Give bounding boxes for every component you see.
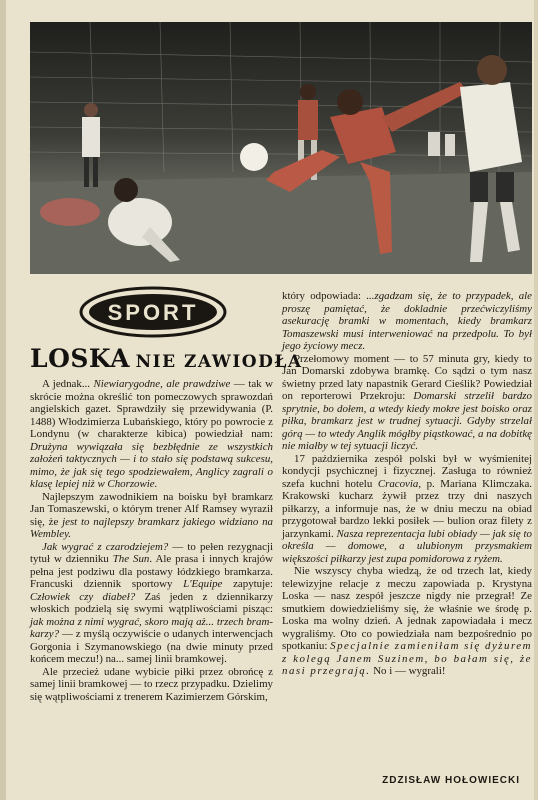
right-column <box>282 290 532 678</box>
match-photo-image <box>30 22 532 274</box>
paragraph: 17 października zespół polski był w wyśmienitej kondycji psychicznej i fizycznej. Zasługa to również szefa kuchni hotelu Cracovia, p. Mariana Klimczaka. Krakowski kucharz żywił przez trzy dni naszych piłkarzy, a informuje nas, że w dniu meczu na obiad przygotował bardzo lekki posiłek — bulion oraz filety z jarzynkami. Nasza reprezentacja lubi obiady — jak się to określa — domowe, a ulubionym przysmakiem większości piłkarzy jest zupa pomidorowa z ryżem. <box>282 452 532 565</box>
sport-logo-text: SPORT <box>107 300 199 325</box>
paragraph: Ale przecież udane wybicie piłki przez obrońcę z samej linii bramkowej — to rzecz przypadku. Dzielimy się wątpliwościami z trenerem Kazimierzem Górskim, <box>30 665 273 703</box>
sport-section-logo <box>78 286 228 338</box>
paragraph: Jak wygrać z czarodziejem? — to pełen rezygnacji tytuł w dzienniku The Sun. Ale prasa i innych krajów pełna jest podziwu dla postawy łódzkiego bramkarza. Francuski dziennik sportowy L'Equipe zapytuje: Człowiek czy diabeł? Zaś jeden z dziennikarzy włoskich podzielą się swymi wątpliwościami pisząc: jak można z nimi wygrać, skoro mają aż... trzech bramkarzy? — z myślą oczywiście o udanych interwencjach Gorgonia i Szymanowskiego (na dwie minuty przed końcem meczu!) na... samej linii bramkowej. <box>30 540 274 665</box>
paragraph: który odpowiada: ...zgadzam się, że to przypadek, ale proszę pamiętać, że dokladnie przećwiczyliśmy asekurację bramki w momentach, kiedy bramkarz Tomaszewski musi interweniować na przedpolu. To był jego życiowy mecz. <box>282 290 533 352</box>
headline <box>30 344 303 373</box>
headline-part2: NIE ZAWIODŁA <box>135 352 303 372</box>
match-photo <box>30 22 532 274</box>
left-column <box>30 378 273 703</box>
author-byline: ZDZISŁAW HOŁOWIECKI <box>382 775 520 786</box>
paragraph: Nie wszyscy chyba wiedzą, że od trzech lat, kiedy telewizyjne relacje z meczu zapowiada p. Krystyna Loska — nasz zespół jeszcze nigdy nie przegrał! Ze smutkiem dowiedzieliśmy się, że właśnie we środę p. Loska ma wolny dzień. A jednak zapowiadała i mecz wygraliśmy. Oto co powiedziała nam bezpośrednio po spotkaniu: Specjalnie zamieniłam się dyżurem z kolegą Janem Suzinem, bo bałam się, że nasi przegrają. No i — wygrali! <box>282 565 532 677</box>
paragraph: A jednak... Niewiarygodne, ale prawdziwe — tak w skrócie można określić ton pomeczowych sprawozdań angielskich gazet. Sprawdziły się przewidywania (P. 1488) Włodzimierza Lubańskiego, który po powrocie z Londynu (w charakterze kibica) powiedział nam: Drużyna wywiązała się bezbłędnie ze wszystkich założeń taktycznych — i to stało się podstawą sukcesu, mimo, że jak się tego spodziewałem, Anglicy zagrali o klasę lepiej niż w Chorzowie. <box>30 378 274 490</box>
headline-part1: LOSKA <box>30 344 131 373</box>
paragraph: Najlepszym zawodnikiem na boisku był bramkarz Jan Tomaszewski, o którym trener Alf Ramsey wyraził się, że jest to najlepszy bramkarz jakiego widziano na Wembley. <box>30 490 273 540</box>
paragraph: Przełomowy moment — to 57 minuta gry, kiedy to Jan Domarski zdobywa bramkę. Co sądzi o tym nasz świetny przed laty napastnik Gerard Cieślik? Powiedział on reporterowi Przekroju: Domarski strzelił bardzo sprytnie, bo dołem, a wtedy kiedy mokre jest boisko oraz piłka, bramkarz jest w trudnej sytuacji. Gdyby strzelał górą — to wtedy Anglik mógłby piąstkować, a na dobitkę nie miałby w tej sytuacji liczyć. <box>282 352 532 452</box>
